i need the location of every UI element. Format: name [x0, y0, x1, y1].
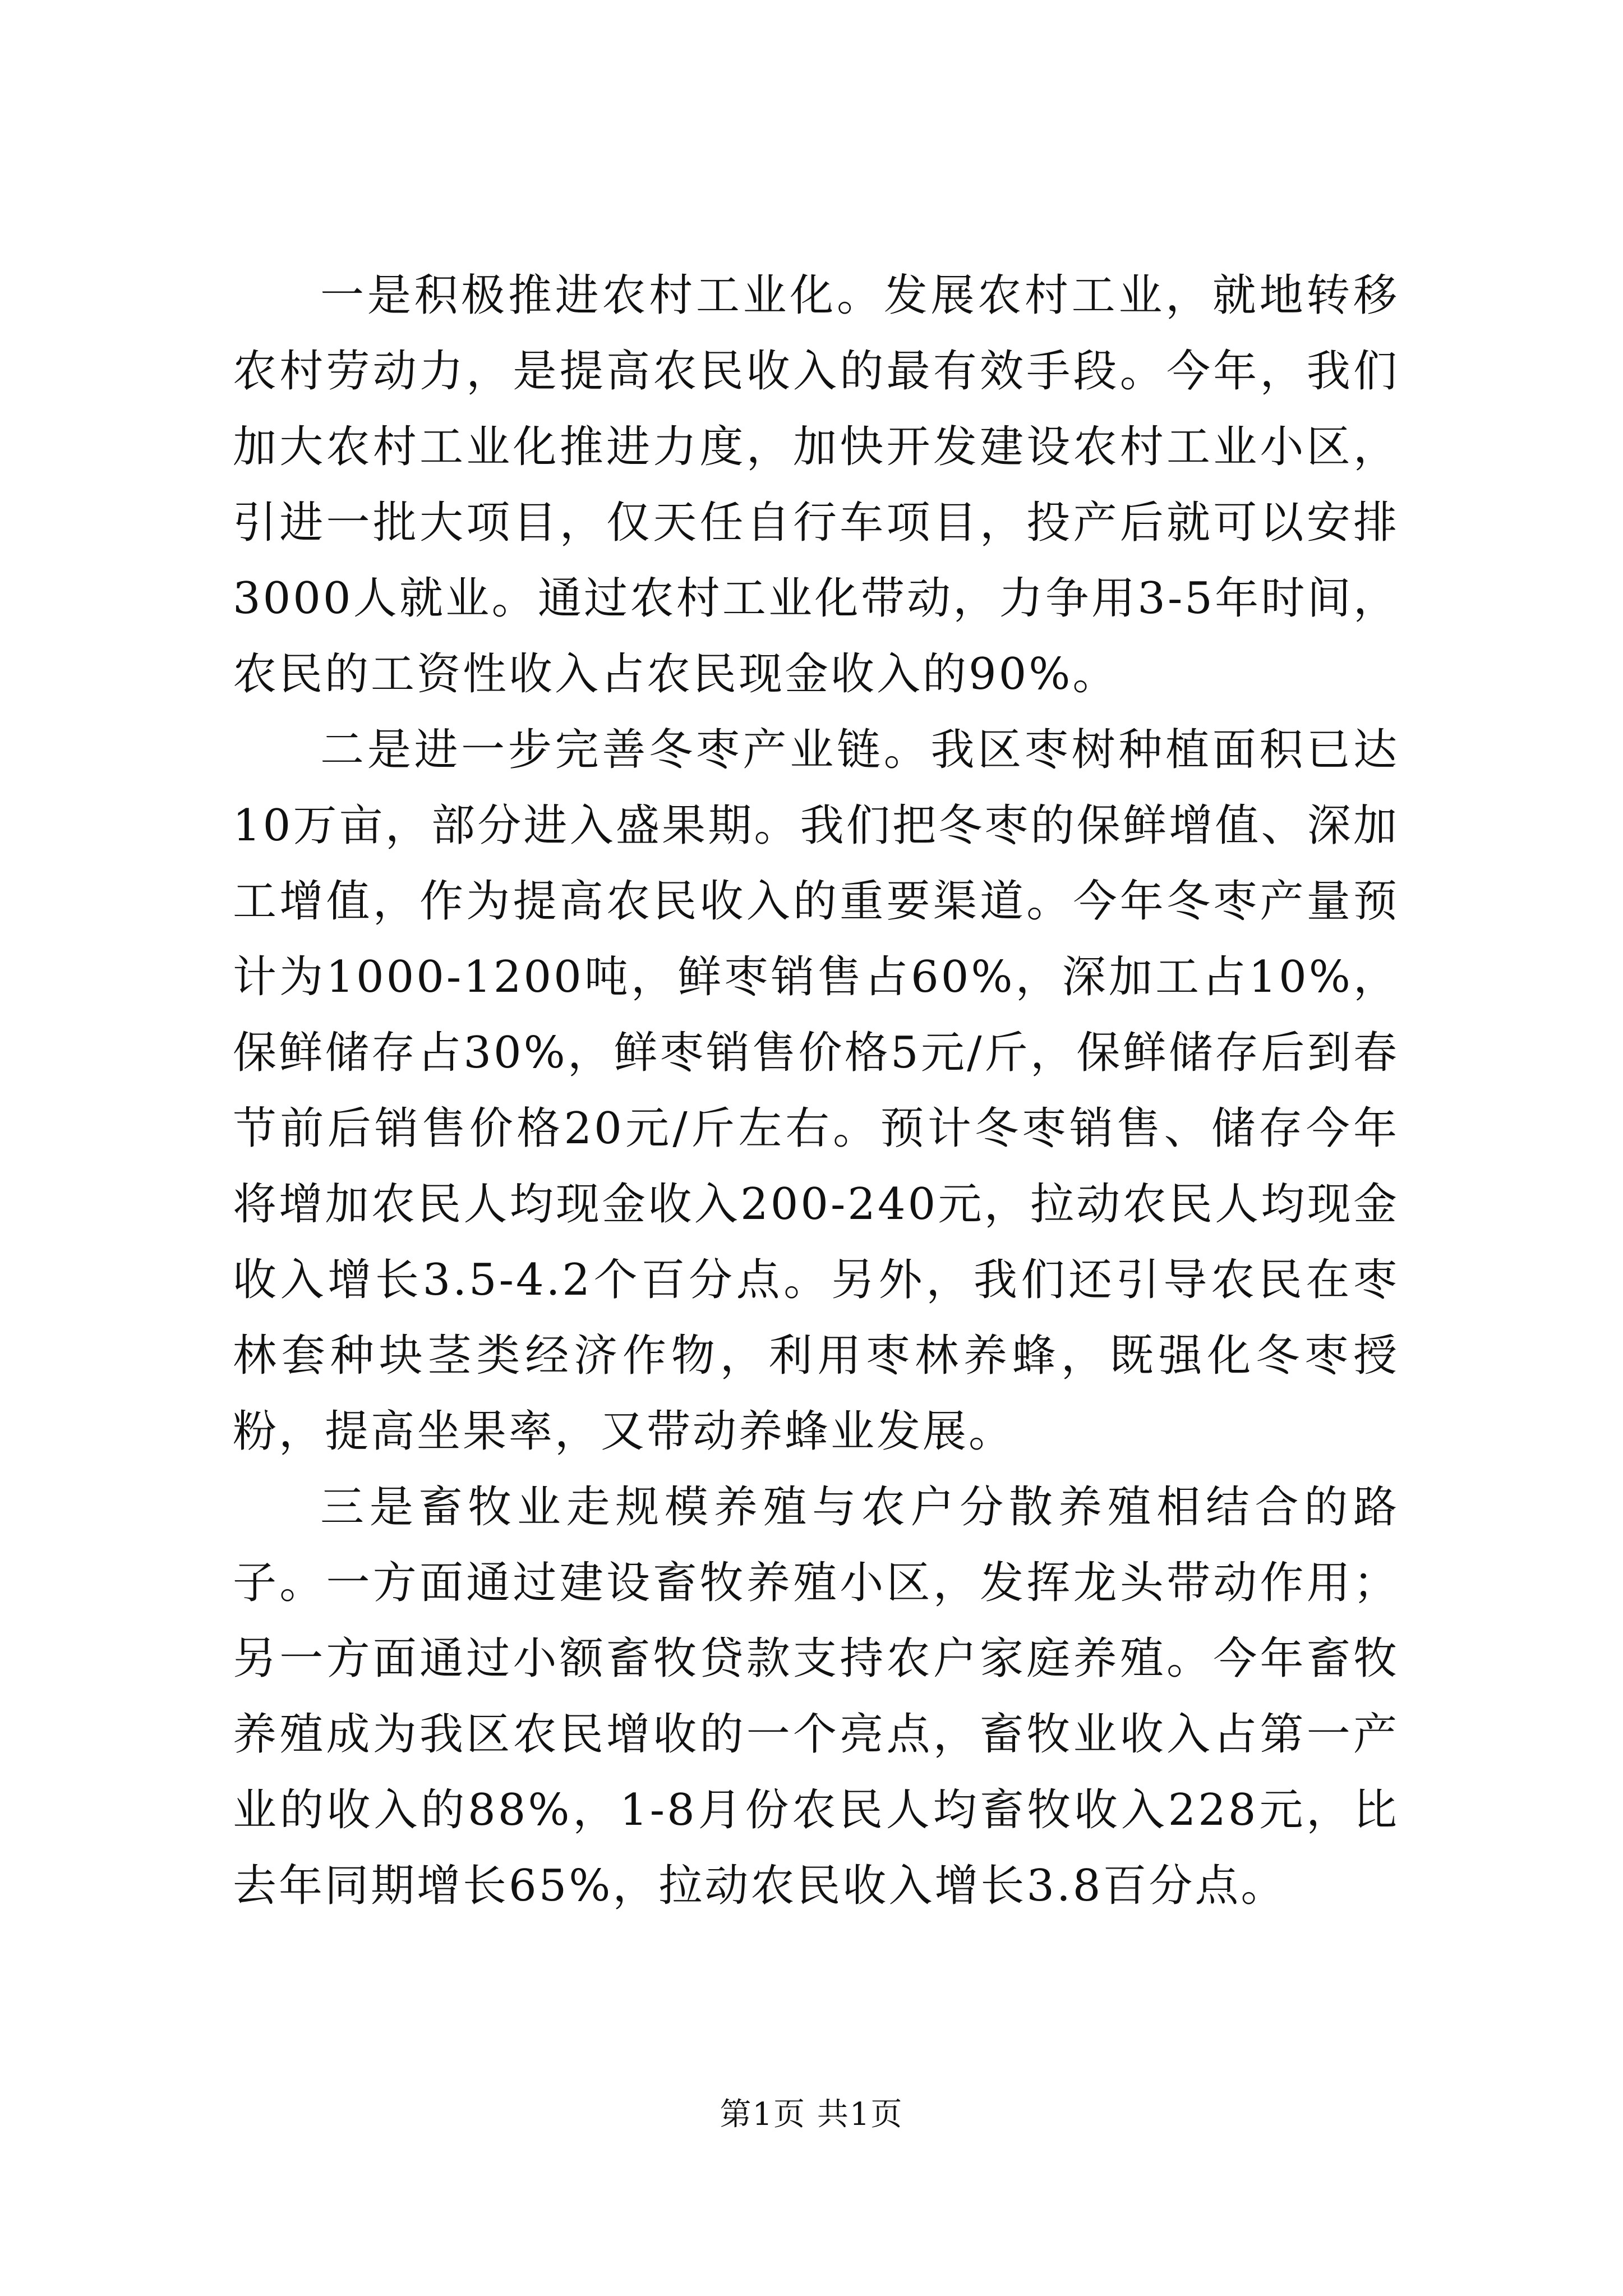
page-number-footer: 第1页 共1页 — [720, 2096, 903, 2133]
document-body — [233, 258, 1399, 1924]
paragraph-rural-industrialization: 一是积极推进农村工业化。发展农村工业，就地转移农村劳动力，是提高农民收入的最有效手段。今年，我们加大农村工业化推进力度，加快开发建设农村工业小区，引进一批大项目，仅天任自行车项目，投产后就可以安排3000人就业。通过农村工业化带动，力争用3-5年时间，农民的工资性收入占农民现金收入的90%。 — [233, 270, 1399, 700]
paragraph-winter-jujube-industry: 二是进一步完善冬枣产业链。我区枣树种植面积已达10万亩，部分进入盛果期。我们把冬枣的保鲜增值、深加工增值，作为提高农民收入的重要渠道。今年冬枣产量预计为1000-1200吨，鲜枣销售占60%，深加工占10%，保鲜储存占30%，鲜枣销售价格5元/斤，保鲜储存后到春节前后销售价格20元/斤左右。预计冬枣销售、储存今年将增加农民人均现金收入200-240元，拉动农民人均现金收入增长3.5-4.2个百分点。另外，我们还引导农民在枣林套种块茎类经济作物，利用枣林养蜂，既强化冬枣授粉，提高坐果率，又带动养蜂业发展。 — [233, 725, 1399, 1457]
paragraph-livestock-farming: 三是畜牧业走规模养殖与农户分散养殖相结合的路子。一方面通过建设畜牧养殖小区，发挥龙头带动作用；另一方面通过小额畜牧贷款支持农户家庭养殖。今年畜牧养殖成为我区农民增收的一个亮点，畜牧业收入占第一产业的收入的88%，1-8月份农民人均畜牧收入228元，比去年同期增长65%，拉动农民收入增长3.8百分点。 — [233, 1482, 1399, 1911]
